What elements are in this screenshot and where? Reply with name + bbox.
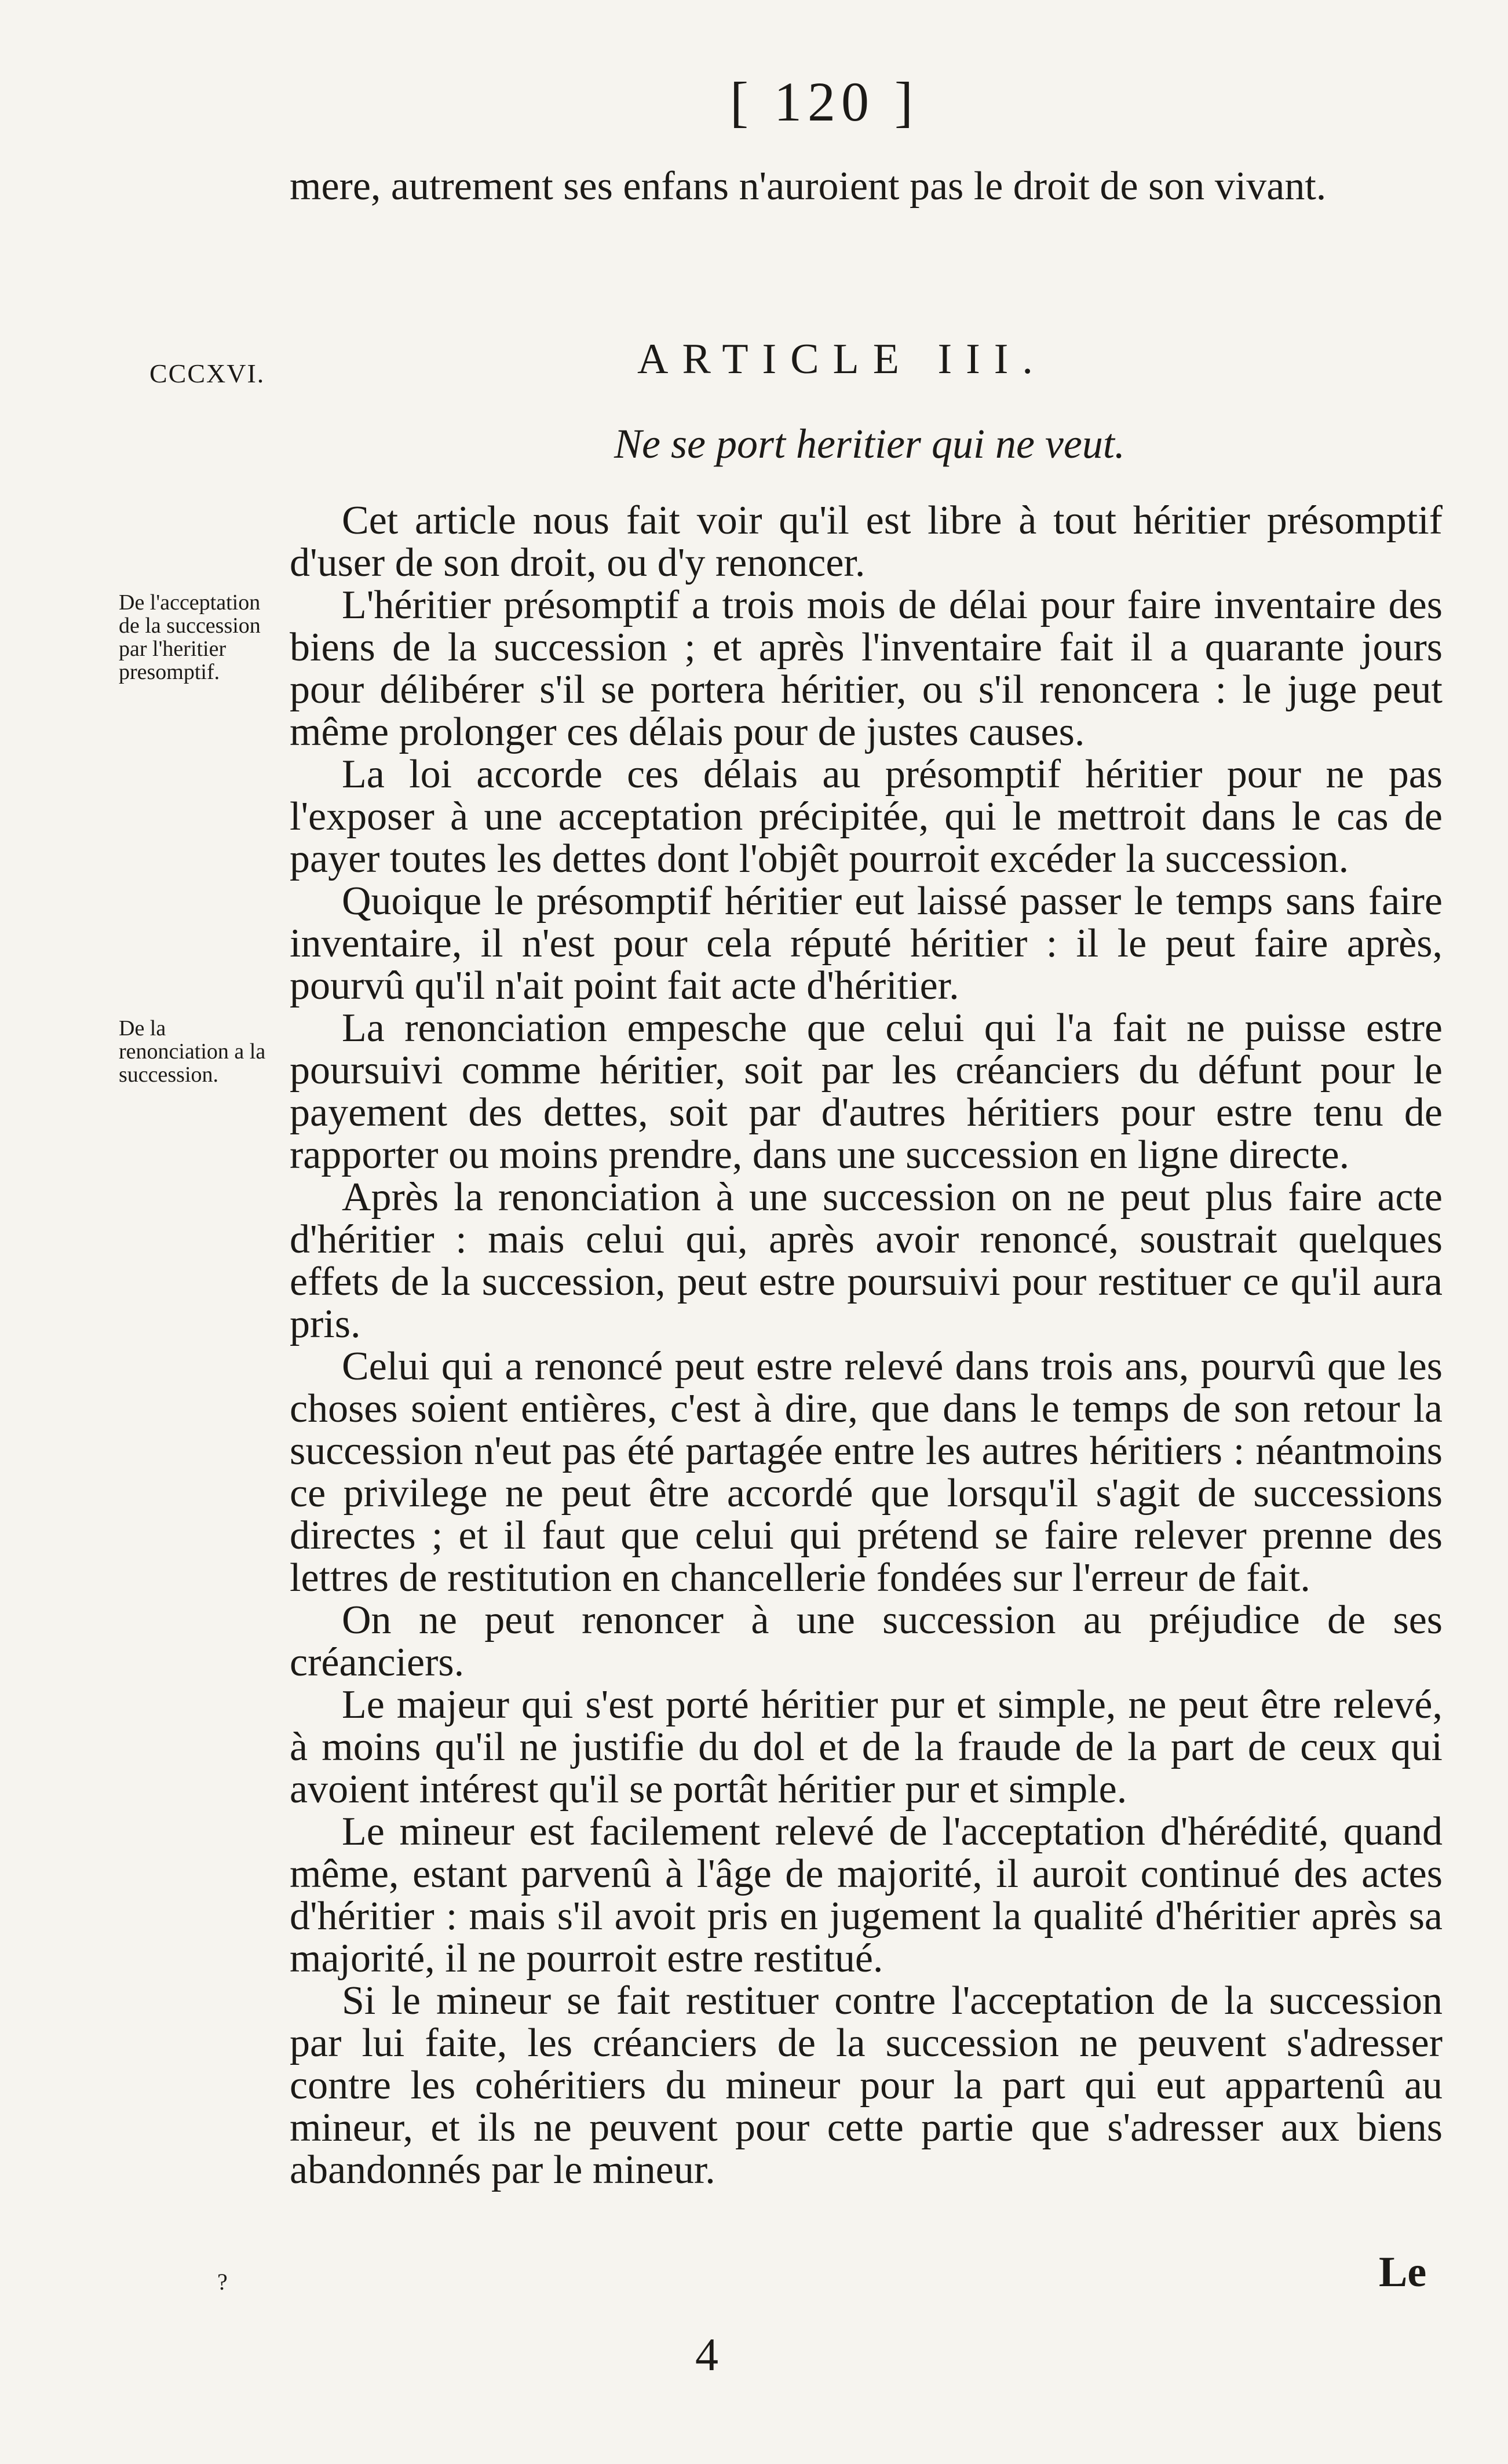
section-number: CCCXVI. [149, 359, 265, 388]
paragraph: Le majeur qui s'est porté héritier pur et simple, ne peut être relevé, à moins qu'il ne justifie du dol et de la fraude de la part de ceux qui avoient intérest qu'il se portât héritier pur et simple. [290, 1682, 1443, 1812]
article-body [290, 499, 1443, 2191]
signature-mark: 4 [695, 2330, 718, 2381]
paragraph: Le mineur est facilement relevé de l'acceptation d'hérédité, quand même, estant parvenû à l'âge de majorité, il auroit continué des actes d'héritier : mais s'il avoit pris en jugement la qualité d'héritier après sa majorité, il ne pourroit estre restitué. [290, 1809, 1443, 1981]
paragraph: Quoique le présomptif héritier eut laissé passer le temps sans faire inventaire, il n'est pour cela réputé héritier : il le peut faire après, pourvû qu'il n'ait point fait acte d'héritier. [290, 879, 1443, 1008]
paragraph: La renonciation empesche que celui qui l'a fait ne puisse estre poursuivi comme héritier, soit par les créanciers du défunt pour le payement des dettes, soit par d'autres héritiers pour estre tenu de rapporter ou moins prendre, dans une succession en ligne directe. [290, 1006, 1443, 1177]
margin-note-renonciation: De la renonciation a la succession. [119, 1016, 266, 1087]
paragraph: On ne peut renoncer à une succession au préjudice de ses créanciers. [290, 1598, 1443, 1685]
decorative-mark: ? [217, 2269, 228, 2295]
article-title: Ne se port heritier qui ne veut. [614, 421, 1125, 467]
paragraph: Celui qui a renoncé peut estre relevé dans trois ans, pourvû que les choses soient entières, c'est à dire, que dans le temps de son retour la succession n'eut pas été partagée entre les autres héritiers : néantmoins ce privilege ne peut être accordé que lorsqu'il s'agit de successions directes ; et il faut que celui qui prétend se faire relever prenne des lettres de restitution en chancellerie fondées sur l'erreur de fait. [290, 1344, 1443, 1600]
opening-text-block [290, 165, 1443, 207]
paragraph: Après la renonciation à une succession on ne peut plus faire acte d'héritier : mais celui qui, après avoir renoncé, soustrait quelques effets de la succession, peut estre poursuivi pour restituer ce qu'il aura pris. [290, 1175, 1443, 1346]
opening-paragraph: mere, autrement ses enfans n'auroient pas le droit de son vivant. [290, 164, 1327, 209]
paragraph: Cet article nous fait voir qu'il est libre à tout héritier présomptif d'user de son droit, ou d'y renoncer. [290, 498, 1443, 585]
catchword: Le [1379, 2248, 1427, 2296]
paragraph: Si le mineur se fait restituer contre l'acceptation de la succession par lui faite, les créanciers de la succession ne peuvent s'adresser contre les cohéritiers du mineur pour la part qui eut appartenû au mineur, et ils ne peuvent pour cette partie que s'adresser aux biens abandonnés par le mineur. [290, 1978, 1443, 2192]
article-heading: ARTICLE III. [637, 335, 1047, 383]
page-number: [ 120 ] [730, 71, 919, 133]
paragraph: L'héritier présomptif a trois mois de délai pour faire inventaire des biens de la succession ; et après l'inventaire fait il a quarante jours pour délibérer s'il se portera héritier, ou s'il renoncera : le juge peut même prolonger ces délais pour de justes causes. [290, 583, 1443, 754]
margin-note-acceptation: De l'acceptation de la succession par l'heritier presomptif. [119, 590, 261, 684]
paragraph: La loi accorde ces délais au présomptif héritier pour ne pas l'exposer à une acceptation précipitée, qui le mettroit dans le cas de payer toutes les dettes dont l'objêt pourroit excéder la succession. [290, 752, 1443, 881]
